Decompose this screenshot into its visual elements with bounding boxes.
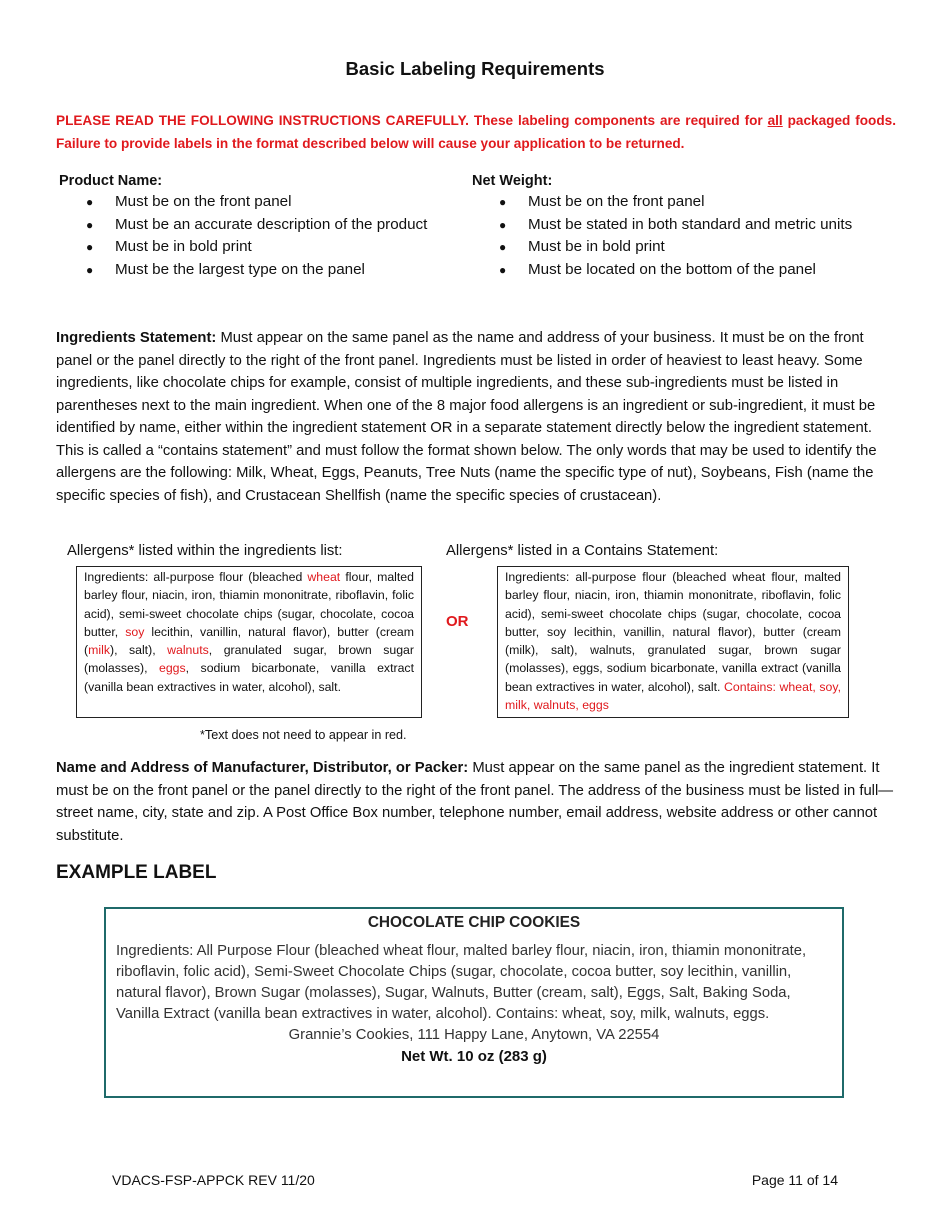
net-weight-heading: Net Weight:	[472, 173, 553, 189]
name-address-paragraph	[56, 757, 896, 847]
ingredients-example-box-contains	[497, 566, 849, 718]
allergens-contains-heading: Allergens* listed in a Contains Statement:	[446, 543, 719, 559]
ingredient-text: lecithin, vanillin, natural flavor), butter (cream (	[84, 624, 414, 658]
list-item-text: Must be in bold print	[115, 238, 252, 255]
net-weight-section	[472, 173, 892, 281]
list-item-text: Must be on the front panel	[115, 193, 292, 210]
ingredients-statement-paragraph	[56, 327, 896, 507]
list-item-text: Must be an accurate description of the product	[115, 215, 428, 233]
list-item-text: Must be on the front panel	[528, 193, 705, 210]
list-item	[59, 236, 449, 259]
footer-page-number: Page 11 of 14	[751, 1172, 838, 1188]
name-address-label: Name and Address of Manufacturer, Distributor, or Packer:	[56, 760, 469, 776]
list-item-text: Must be the largest type on the panel	[115, 260, 365, 278]
name-address-text: Must appear on the same panel as the ingredient statement. It must be on the front panel or the panel directly to the right of the front panel. The address of the business must be listed in full—street name, city, state and zip. A Post Office Box number, telephone number, email address, website address or other cannot substitute.	[56, 760, 894, 844]
list-item	[59, 191, 449, 214]
example-net-weight: Net Wt. 10 oz (283 g)	[401, 1048, 547, 1065]
ingredient-text: , granulated sugar, brown sugar (molasses),	[84, 643, 414, 676]
list-item	[472, 191, 892, 214]
example-label-box	[104, 907, 844, 1098]
ingredient-text: , sodium bicarbonate, vanilla extract (vanilla bean extractives in water, alcohol), salt.	[84, 661, 414, 694]
list-item-text: Must be in bold print	[528, 238, 665, 255]
warning-lead: PLEASE READ THE FOLLOWING INSTRUCTIONS CAREFULLY. These labeling components are required for	[56, 113, 768, 128]
ingredients-statement-label: Ingredients Statement:	[56, 330, 217, 346]
warning-notice	[56, 109, 896, 155]
product-name-heading: Product Name:	[59, 173, 163, 189]
footer-doc-id: VDACS-FSP-APPCK REV 11/20	[112, 1172, 315, 1188]
list-item	[472, 236, 892, 259]
net-weight-list	[472, 191, 892, 281]
ingredients-example-box-inline	[76, 566, 422, 718]
list-item	[472, 259, 892, 282]
bullet-icon: ●	[499, 195, 507, 209]
ingredient-text: flour, malted barley flour, niacin, iron, thiamin mononitrate, riboflavin, folic acid), semi-sweet chocolate chips (sugar, chocolate, cocoa butter,	[84, 570, 414, 639]
product-name-list	[59, 191, 449, 281]
ingredient-text: Ingredients: all-purpose flour (bleached	[84, 570, 308, 584]
list-item-text: Must be stated in both standard and metric units	[528, 215, 853, 233]
warning-tail: packaged foods. Failure to provide labels in the format described below will cause your application to be returned.	[56, 113, 896, 151]
bullet-icon: ●	[86, 217, 94, 232]
or-label: OR	[446, 613, 469, 630]
warning-emphasis: all	[767, 113, 783, 128]
contains-statement: Contains: wheat, soy, milk, walnuts, eggs	[505, 679, 841, 713]
allergen-highlight: soy	[125, 624, 145, 639]
bullet-icon: ●	[499, 240, 507, 254]
page-title: Basic Labeling Requirements	[345, 58, 605, 79]
bullet-icon: ●	[86, 240, 94, 254]
product-name-section	[59, 173, 449, 281]
example-product-name: CHOCOLATE CHIP COOKIES	[367, 914, 581, 931]
bullet-icon: ●	[499, 217, 507, 232]
ingredients-statement-text: Must appear on the same panel as the name and address of your business. It must be on the front panel or the panel directly to the right of the front panel. Ingredients must be listed in order of heaviest to least heavy. Some ingredients, like chocolate chips for example, consist of multiple ingredients, and these sub-ingredients must be listed in parentheses next to the main ingredient. When one of the 8 major food allergens is an ingredient or sub-ingredient, it must be identified by name, either within the ingredient statement OR in a separate statement directly below the ingredient statement. This is called a “contains statement” and must follow the format shown below. The only words that may be used to identify the allergens are the following: Milk, Wheat, Eggs, Peanuts, Tree Nuts (name the specific type of nut), Soybeans, Fish (name the specific species of fish), and Crustacean Shellfish (name the specific species of crustacean).	[56, 330, 877, 504]
red-text-footnote: *Text does not need to appear in red.	[200, 728, 407, 742]
list-item	[472, 214, 892, 237]
allergen-highlight: walnuts	[167, 643, 209, 658]
ingredient-text: Ingredients: all-purpose flour (bleached wheat flour, malted barley flour, niacin, iron, thiamin mononitrate, riboflavin, folic acid), semi-sweet chocolate chips (sugar, chocolate, cocoa butter, soy lecithin, vanillin, natural flavor), butter (cream (milk), salt), walnuts, granulated sugar, brown sugar (molasses), eggs, sodium bicarbonate, vanilla extract (vanilla bean extractives in water, alcohol), salt.	[505, 570, 841, 694]
bullet-icon: ●	[86, 195, 94, 209]
allergen-highlight: wheat	[307, 570, 341, 584]
list-item	[59, 214, 449, 237]
ingredient-text: ), salt),	[109, 643, 168, 658]
allergen-highlight: eggs	[159, 661, 186, 676]
allergens-in-list-heading: Allergens* listed within the ingredients list:	[67, 543, 343, 559]
bullet-icon: ●	[86, 262, 94, 277]
bullet-icon: ●	[499, 262, 507, 277]
example-label-heading: EXAMPLE LABEL	[56, 862, 217, 883]
example-ingredients: Ingredients: All Purpose Flour (bleached wheat flour, malted barley flour, niacin, iron, thiamin mononitrate, riboflavin, folic acid), Semi-Sweet Chocolate Chips (sugar, chocolate, cocoa butter, soy lecithin, vanillin, natural flavor), Brown Sugar (molasses), Sugar, Walnuts, Butter (cream, salt), Eggs, Salt, Baking Soda, Vanilla Extract (vanilla bean extractives in water, alcohol). Contains: wheat, soy, milk, walnuts, eggs.	[116, 943, 807, 1022]
list-item	[59, 259, 449, 282]
allergen-highlight: milk	[88, 643, 110, 658]
example-address: Grannie’s Cookies, 111 Happy Lane, Anytown, VA 22554	[288, 1027, 660, 1043]
list-item-text: Must be located on the bottom of the panel	[528, 260, 816, 278]
